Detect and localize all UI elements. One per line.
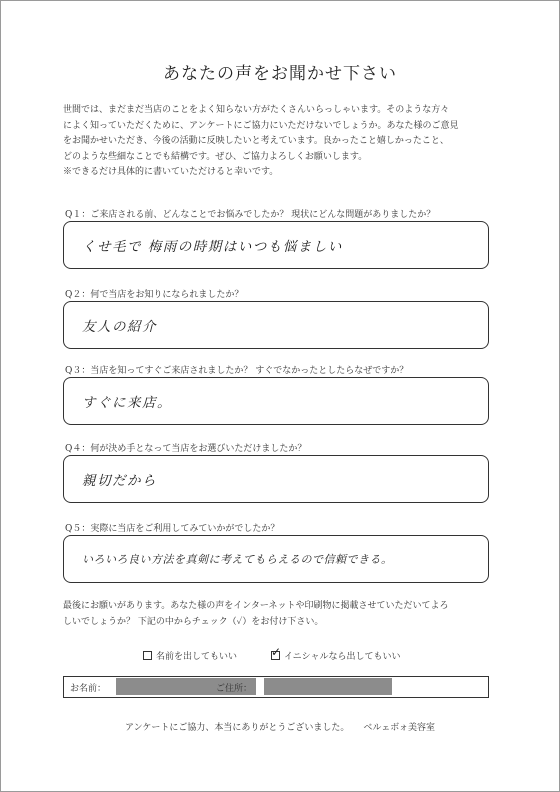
footer bbox=[1, 720, 559, 733]
intro-line: によく知っていただくために、アンケートにご協力にいただけないでしょうか。あなた様のご意見 bbox=[63, 120, 459, 131]
answer-1-handwriting: くせ毛で 梅雨の時期はいつも悩ましい bbox=[82, 239, 343, 255]
answer-5-handwriting: いろいろ良い方法を真剣に考えてもらえるので信頼できる。 bbox=[82, 553, 393, 566]
answer-box-3[interactable] bbox=[63, 377, 489, 425]
contact-info-row bbox=[63, 676, 489, 698]
answer-box-2[interactable] bbox=[63, 301, 489, 349]
option-name-ok[interactable] bbox=[143, 649, 237, 662]
address-label: ご住所： bbox=[216, 684, 253, 694]
question-2-label: Q２：何で当店をお知りになられましたか？ bbox=[65, 290, 244, 300]
address-field-redacted[interactable] bbox=[264, 678, 392, 695]
question-1-label: Q１：ご来店される前、どんなことでお悩みでしたか？ 現状にどんな問題がありましたか？ bbox=[65, 210, 436, 220]
answer-box-4[interactable] bbox=[63, 455, 489, 503]
answer-box-5[interactable] bbox=[63, 535, 489, 583]
intro-line: ※できるだけ具体的に書いていただけると幸いです。 bbox=[63, 167, 279, 177]
checkbox-name-ok[interactable] bbox=[143, 651, 152, 660]
question-3-label: Q３：当店を知ってすぐご来店されましたか？ すぐでなかったとしたらなぜですか？ bbox=[65, 366, 409, 376]
answer-2-handwriting: 友人の紹介 bbox=[82, 319, 157, 335]
intro-line: 世間では、まだまだ当店のことをよく知らない方がたくさんいらっしゃいます。そのような方々 bbox=[63, 105, 450, 115]
option-name-ok-label: 名前を出してもいい bbox=[156, 652, 238, 662]
option-initial-ok-label: イニシャルなら出してもいい bbox=[284, 652, 401, 662]
answer-box-1[interactable] bbox=[63, 221, 489, 269]
closing-line: 最後にお願いがあります。あなた様の声をインターネットや印刷物に掲載させていただいてよろ bbox=[63, 601, 449, 611]
checkbox-initial-ok[interactable] bbox=[271, 645, 282, 660]
option-initial-ok[interactable] bbox=[271, 645, 401, 662]
checkmark-icon: ✓ bbox=[271, 645, 282, 659]
question-5-label: Q５：実際に当店をご利用してみていかがでしたか？ bbox=[65, 524, 280, 534]
intro-text bbox=[63, 103, 503, 181]
studio-name: ベルェボォ美容室 bbox=[363, 723, 436, 733]
closing-line: しいでしょうか？ 下記の中からチェック（✓）をお付け下さい。 bbox=[63, 616, 324, 627]
thanks-text: アンケートにご協力、本当にありがとうございました。 bbox=[124, 723, 350, 733]
answer-4-handwriting: 親切だから bbox=[82, 473, 157, 489]
name-label: お名前： bbox=[70, 684, 107, 694]
page-title: あなたの声をお聞かせ下さい bbox=[163, 64, 397, 84]
intro-line: どのような些細なことでも結構です。ぜひ、ご協力よろしくお願いします。 bbox=[63, 151, 368, 162]
answer-3-handwriting: すぐに来店。 bbox=[82, 395, 172, 411]
intro-line: をお聞かせいただき、今後の活動に反映したいと考えています。良かったこと嬉しかったこと、 bbox=[63, 136, 449, 146]
question-4-label: Q４：何が決め手となって当店をお選びいただけましたか？ bbox=[65, 444, 307, 454]
consent-request-text bbox=[63, 599, 503, 630]
